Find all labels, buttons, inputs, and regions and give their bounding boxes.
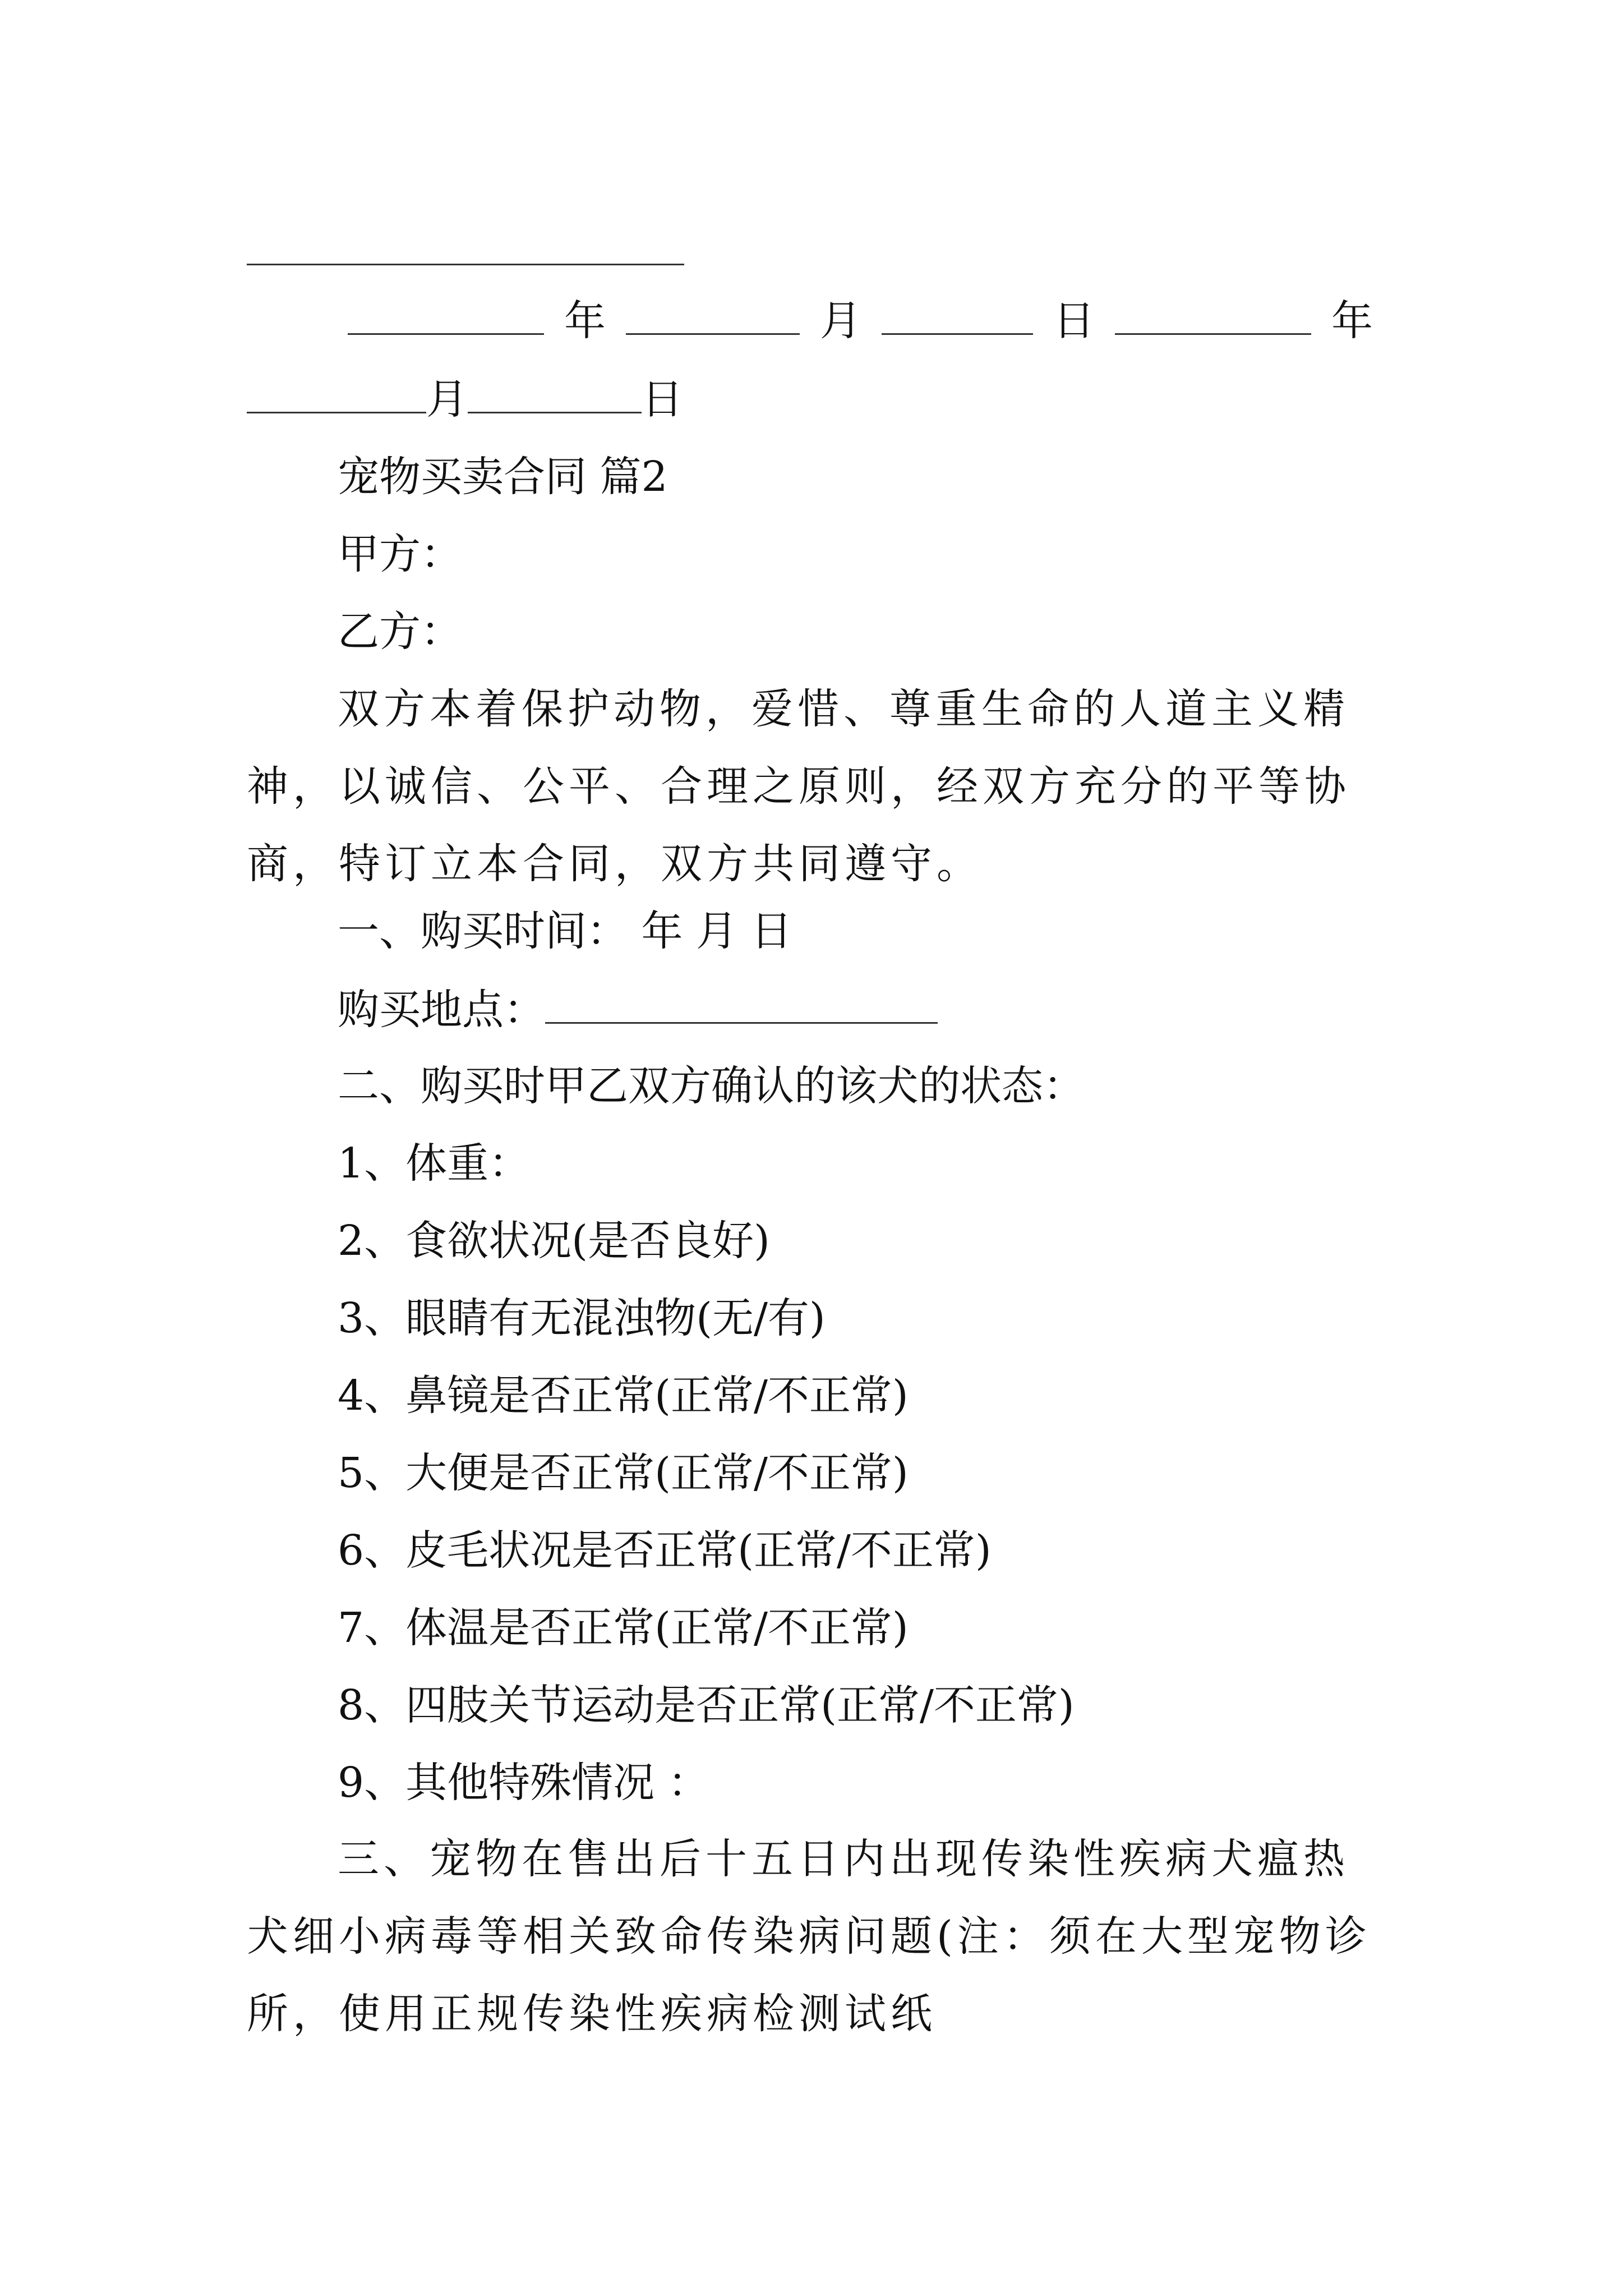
month-label-2: 月	[426, 375, 468, 424]
day-blank-2	[468, 370, 642, 413]
status-item: 5、大便是否正常(正常/不正常)	[338, 1449, 909, 1497]
day-label: 日	[1053, 297, 1095, 345]
party-a: 甲方：	[338, 530, 462, 578]
status-item: 8、四肢关节运动是否正常(正常/不正常)	[338, 1681, 1075, 1729]
purchase-time: 一、购买时间： 年 月 日	[338, 907, 792, 955]
section-title: 宠物买卖合同 篇2	[338, 453, 668, 501]
status-item: 2、食欲状况(是否良好)	[338, 1217, 770, 1265]
date-row-2	[247, 370, 683, 427]
date-row-1	[348, 292, 1393, 349]
year-blank	[348, 292, 544, 335]
day-label-2: 日	[642, 375, 683, 424]
clause-three-paragraph: 三、宠物在售出后十五日内出现传染性疾病犬瘟热犬细小病毒等相关致命传染病问题(注：须在大型宠物诊所，使用正规传染性疾病检测试纸	[247, 1835, 1371, 2038]
month-blank	[626, 292, 800, 335]
year-blank-2	[1115, 292, 1311, 335]
status-item: 4、鼻镜是否正常(正常/不正常)	[338, 1372, 909, 1420]
status-item: 1、体重：	[338, 1139, 531, 1188]
month-blank-2	[247, 370, 426, 413]
year-label: 年	[564, 297, 606, 345]
status-heading: 二、购买时甲乙双方确认的该犬的状态：	[338, 1062, 1085, 1110]
purchase-place-blank	[545, 981, 938, 1024]
signature-line	[247, 264, 684, 265]
intro-paragraph: 双方本着保护动物，爱惜、尊重生命的人道主义精神，以诚信、公平、合理之原则，经双方充分的平等协商，特订立本合同，双方共同遵守。	[247, 685, 1350, 888]
purchase-place-label: 购买地点：	[338, 986, 545, 1034]
status-item: 7、体温是否正常(正常/不正常)	[338, 1604, 909, 1652]
status-item: 6、皮毛状况是否正常(正常/不正常)	[338, 1526, 992, 1575]
party-b: 乙方：	[338, 608, 462, 656]
month-label: 月	[820, 297, 861, 345]
purchase-place	[338, 981, 938, 1038]
status-item: 3、眼睛有无混浊物(无/有)	[338, 1294, 826, 1342]
day-blank	[882, 292, 1033, 335]
status-item: 9、其他特殊情况 ：	[338, 1759, 709, 1807]
year-label-2: 年	[1331, 297, 1373, 345]
